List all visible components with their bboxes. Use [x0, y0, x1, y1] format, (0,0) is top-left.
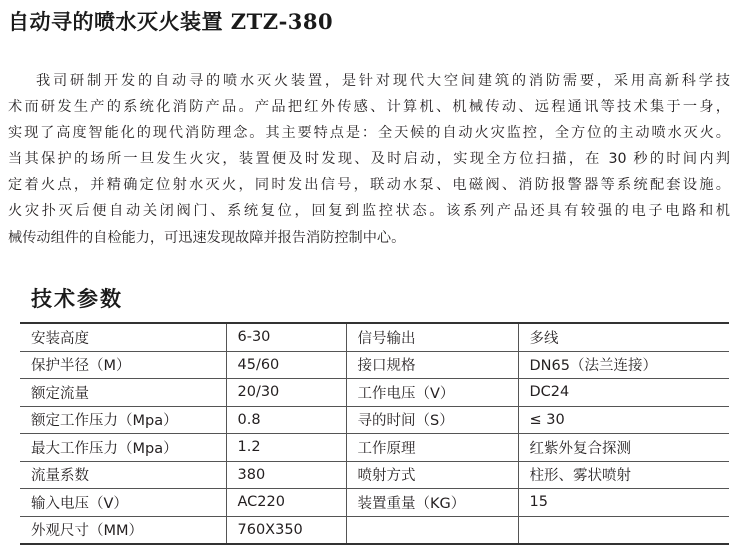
intro-line: 定着火点，并精确定位射水灭火，同时发出信号，联动水泵、电磁阀、消防报警器等系统配套设施。 — [8, 177, 730, 194]
spec-heading: 技术参数 — [31, 287, 123, 311]
spec-label: 接口规格 — [346, 351, 518, 379]
spec-label: 保护半径（M） — [20, 351, 226, 379]
intro-line: 火灾扑灭后便自动关闭阀门、系统复位，回复到监控状态。该系列产品还具有较强的电子电路和机 — [8, 203, 730, 220]
spec-value: 15 — [518, 489, 729, 517]
spec-value: DC24 — [518, 379, 729, 407]
table-row — [20, 461, 729, 489]
spec-label: 工作电压（V） — [346, 379, 518, 407]
spec-value: ≤ 30 — [518, 406, 729, 434]
spec-value: 6-30 — [226, 323, 346, 351]
spec-label: 外观尺寸（MM） — [20, 516, 226, 544]
spec-label: 安装高度 — [20, 323, 226, 351]
table-row — [20, 516, 729, 544]
intro-line: 实现了高度智能化的现代消防理念。其主要特点是：全天候的自动火灾监控，全方位的主动喷水灭火。 — [8, 125, 730, 142]
spec-value: 45/60 — [226, 351, 346, 379]
spec-label: 输入电压（V） — [20, 489, 226, 517]
spec-label: 流量系数 — [20, 461, 226, 489]
table-row — [20, 434, 729, 462]
spec-label: 寻的时间（S） — [346, 406, 518, 434]
spec-value: 红紫外复合探测 — [518, 434, 729, 462]
spec-value: 760X350 — [226, 516, 346, 544]
intro-line: 术而研发生产的系统化消防产品。产品把红外传感、计算机、机械传动、远程通讯等技术集于一身， — [8, 99, 730, 116]
spec-value: AC220 — [226, 489, 346, 517]
table-row — [20, 351, 729, 379]
spec-label: 最大工作压力（Mpa） — [20, 434, 226, 462]
spec-value: 多线 — [518, 323, 729, 351]
spec-value — [518, 516, 729, 544]
spec-label: 喷射方式 — [346, 461, 518, 489]
spec-label: 额定工作压力（Mpa） — [20, 406, 226, 434]
spec-value: 柱形、雾状喷射 — [518, 461, 729, 489]
spec-value: 0.8 — [226, 406, 346, 434]
table-row — [20, 323, 729, 351]
document-title: 自动寻的喷水灭火装置 ZTZ-380 — [8, 9, 334, 34]
spec-label: 信号输出 — [346, 323, 518, 351]
spec-value: DN65（法兰连接） — [518, 351, 729, 379]
intro-line: 械传动组件的自检能力，可迅速发现故障并报告消防控制中心。 — [8, 229, 406, 246]
intro-line: 当其保护的场所一旦发生火灾，装置便及时发现、及时启动，实现全方位扫描，在 30 秒的时间内判 — [8, 151, 730, 168]
spec-value: 1.2 — [226, 434, 346, 462]
table-row — [20, 406, 729, 434]
spec-label — [346, 516, 518, 544]
table-row — [20, 489, 729, 517]
intro-line: 我司研制开发的自动寻的喷水灭火装置，是针对现代大空间建筑的消防需要，采用高新科学技 — [36, 73, 730, 89]
table-row — [20, 379, 729, 407]
spec-label: 额定流量 — [20, 379, 226, 407]
spec-label: 工作原理 — [346, 434, 518, 462]
spec-value: 20/30 — [226, 379, 346, 407]
spec-value: 380 — [226, 461, 346, 489]
spec-table — [20, 322, 729, 545]
spec-label: 装置重量（KG） — [346, 489, 518, 517]
intro-paragraph — [8, 68, 730, 251]
